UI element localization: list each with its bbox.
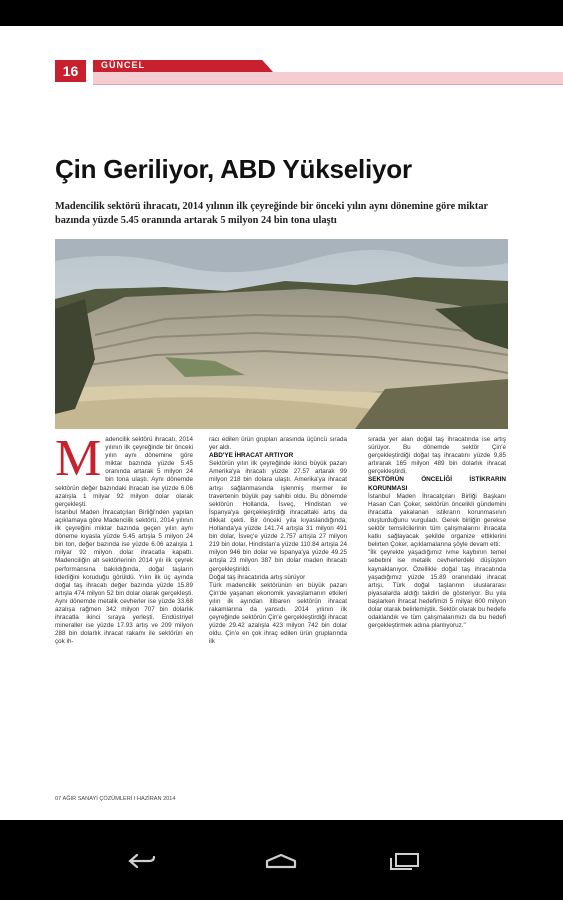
section-divider — [93, 84, 563, 85]
paragraph: "İlk çeyrekte yaşadığımız ivme kaybının temel sebebini ise metalik cevherlerdeki düşüşten kaynaklanıyor. Özellikle doğal taş ihracatında yaşadığımız yüzde 15.89 oranındaki ihracat artışı, Türk doğal taşlarının uluslararası piyasalarda aldığı takdiri de gösteriyor. Bu yıla başlarken ihracat hedefimizi 5 milyar 600 milyon dolar olarak belirlemiştik. Sektör olarak bu hedefe odaklandık ve tüm çalışmalarımızı da bu hedefi gerçekleştirmek adına planlıyoruz." — [368, 549, 506, 630]
article-body — [55, 436, 508, 770]
subheading: SEKTÖRÜN ÖNCELİĞİ İSTİKRARIN KORUNMASI — [368, 476, 506, 492]
paragraph: Türk madencilik sektörünün en büyük pazarı Çin'de yaşanan ekonomik yavaşlamanın etkileri yılın ilk ayından itibaren sektörün ihracat rakamlarına da yansıdı. 2014 yılının ilk çeyreğinde sektörün Çin'e gerçekleştirdiği ihracat yüzde 29.42 azalışla 423 milyon 742 bin dolar oldu. Çin'e en çok ihraç edilen ürün gruplarında ilk — [209, 581, 347, 646]
section-stripe — [93, 72, 563, 84]
section-label: GÜNCEL — [101, 60, 145, 70]
back-button[interactable] — [122, 852, 162, 874]
article-title: Çin Geriliyor, ABD Yükseliyor — [55, 154, 412, 184]
page-footer: 07 AĞIR SANAYİ ÇÖZÜMLERİ I HAZİRAN 2014 — [55, 796, 176, 802]
paragraph: Sektörün yılın ilk çeyreğinde ikinci büyük pazarı Amerika'ya ihracatı yüzde 27.57 artarak 99 milyon 218 bin dolara ulaştı. Amerika'ya ihracat artışı sağlanmasında işlenmiş mermer ile travertenin büyük pay sahibi oldu. Bu dönemde sektörün Hollanda, İsveç, Hindistan ve İspanya'ya gerçekleştirdiği ihracattaki artış da dikkat çekti. Bir önceki yıla kıyaslandığında; Hollanda'ya yüzde 141.74 artışla 31 milyon 491 bin dolar, İsveç'e yüzde 2.757 artışla 27 milyon 219 bin dolar, Hindistan'a yüzde 110.84 artışla 24 milyon 946 bin dolar ve İspanya'ya yüzde 49.25 artışla 23 milyon 387 bin dolar maden ihracatı gerçekleştirildi. — [209, 460, 347, 573]
dropcap: M — [55, 436, 102, 487]
back-arrow-icon — [127, 853, 157, 874]
paragraph: İstanbul Maden İhracatçıları Birliği'nden yapılan açıklamaya göre Madencilik sektörü, 2014 yılının ilk çeyreğini miktar bazında geçen yılın aynı döneme kıyasla yüzde 5.45 artışla 5 milyon 24 bin ton, değer bazında ise yüzde 6.06 azalışla 1 milyar 92 milyon dolar ihracatla kapattı. Madenciliğin alt sektörlerinin 2014 yılı ilk çeyrek performansına bakıldığında, doğal taşların liderliğini koruduğu görüldü. Yılın ilk üç ayında doğal taş ihracatı değer bazında yüzde 15.89 artışla 474 milyon 52 bin dolar olarak gerçekleşti. Aynı dönemde metalik cevherler ise yüzde 33.68 azalışa rağmen 342 milyon 707 bin dolarlık ihracatla ikinci sıraya yerleşti. Endüstriyel mineraller ise yüzde 17.93 artış ve 209 milyon 288 bin dolarlık ihracat rakamı ile sektörün en çok ih- — [55, 508, 193, 646]
recents-icon — [388, 852, 420, 875]
paragraph: adencilik sektörü ihracatı, 2014 yılının ilk çeyreğinde bir önceki yılın aynı dönemine göre miktar bazında yüzde 5.45 oranında artarak 5 milyon 24 bin tona ulaştı. Aynı dönemde sektörün değer bazındaki ihracatı ise yüzde 6.06 azalışla 1 milyar 92 milyon dolar olarak gerçekleşti. — [55, 436, 193, 508]
article-column-3 — [368, 436, 506, 770]
subheading: ABD'YE İHRACAT ARTIYOR — [209, 452, 294, 460]
home-button[interactable] — [261, 852, 301, 874]
paragraph: racı edilen ürün grupları arasında üçüncü sırada yer aldı. — [209, 436, 347, 452]
article-column-2 — [209, 436, 347, 770]
article-lead: Madencilik sektörü ihracatı, 2014 yılının ilk çeyreğinde bir önceki yılın aynı dönemine göre miktar bazında yüzde 5.45 oranında artarak 5 milyon 24 bin tona ulaştı — [55, 201, 488, 226]
navigation-bar — [0, 820, 563, 900]
recents-button[interactable] — [384, 852, 424, 874]
page-number: 16 — [55, 60, 86, 82]
magazine-page — [0, 26, 563, 820]
home-icon — [264, 853, 298, 874]
status-bar — [0, 0, 563, 26]
quarry-photo — [55, 239, 508, 429]
paragraph: İstanbul Maden İhracatçıları Birliği Başkanı Hasan Can Çoker, sektörün öncelikli gündemini ihracatta yakalanan istikrarın korunmasının oluşturduğunu vurguladı. Gerek birliğin gerekse sektör temsilcilerinin tüm çalışmalarını ihracata katkı sağlayacak şekilde organize ettiklerini belirten Çoker, açıklamalarına şöyle devam etti: — [368, 492, 506, 549]
article-column-1 — [55, 436, 193, 770]
paragraph: sırada yer alan doğal taş ihracatında ise artış sürüyor. Bu dönemde sektör Çin'e gerçekleştirdiği doğal taş ihracatını yüzde 9,85 artırarak 165 milyon 489 bin dolarlık ihracat gerçekleştirdi. — [368, 436, 506, 476]
paragraph: Doğal taş ihracatında artış sürüyor — [209, 573, 306, 581]
